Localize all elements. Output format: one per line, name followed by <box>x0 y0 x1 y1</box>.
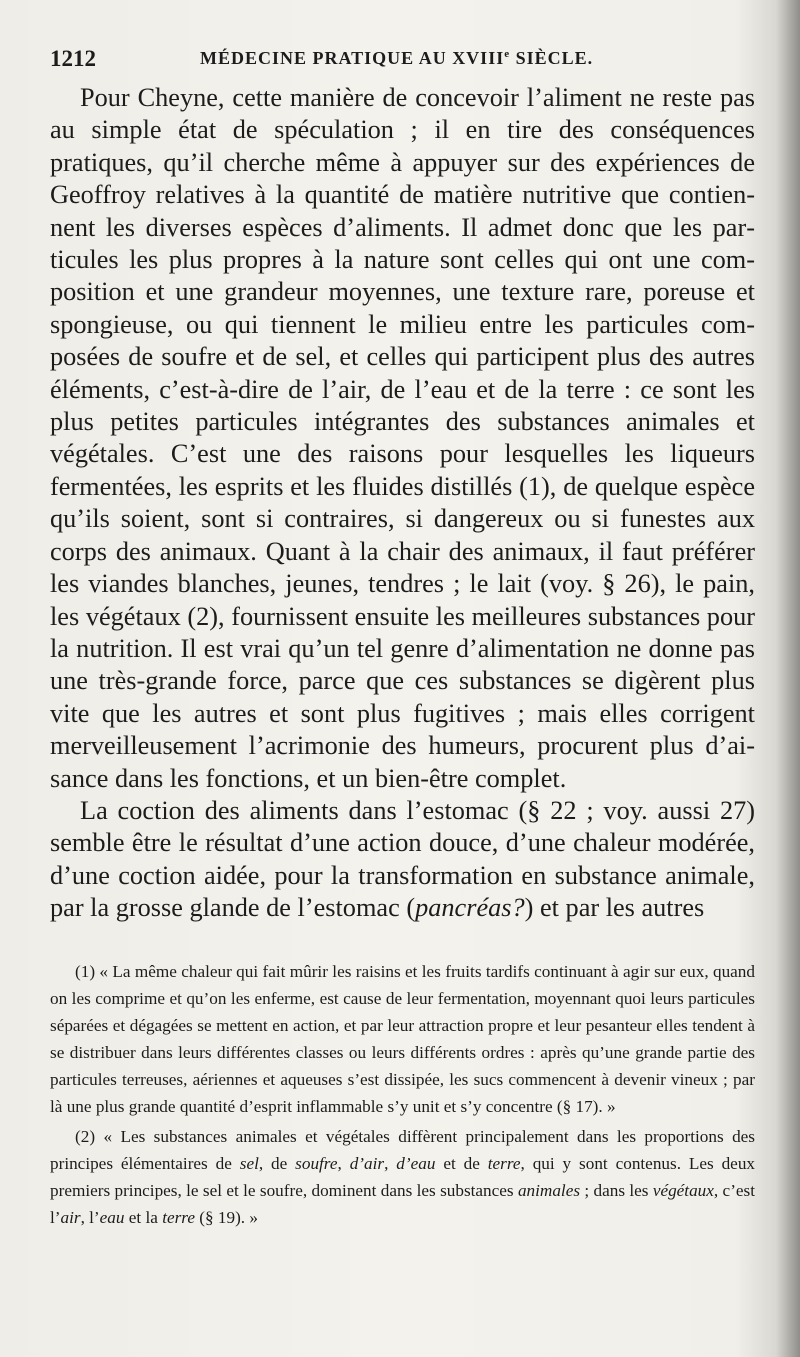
paragraph-1: Pour Cheyne, cette manière de concevoir l’aliment ne reste pas au simple état de spéculation ; il en tire des conséquences pratiques, qu’il cherche même à appuyer sur des expériences de Geoffroy relatives à la quantité de matière nutritive que contiennent les diverses espèces d’aliments. Il admet donc que les particules les plus propres à la nature sont celles qui ont une composition et une grandeur moyennes, une texture rare, poreuse et spongieuse, ou qui tiennent le milieu entre les particules composées de soufre et de sel, et celles qui participent plus des autres éléments, c’est-à-dire de l’air, de l’eau et de la terre : ce sont les plus petites particules intégrantes des substances animales et végétales. C’est une des raisons pour lesquelles les liqueurs fermentées, les esprits et les fluides distillés (1), de quelque espèce qu’ils soient, sont si contraires, si dangereux ou si funestes aux corps des animaux. Quant à la chair des animaux, il faut préférer les viandes blanches, jeunes, tendres ; le lait (voy. § 26), le pain, les végétaux (2), fournissent ensuite les meilleures substances pour la nutrition. Il est vrai qu’un tel genre d’alimentation ne donne pas une très-grande force, parce que ces substances se digèrent plus vite que les autres et sont plus fugitives ; mais elles corrigent merveilleusement l’acrimonie des humeurs, procurent plus d’aisance dans les fonctions, et un bien-être complet. <box>50 83 755 793</box>
fn2-italic: d’air <box>349 1153 385 1173</box>
paragraph-2 <box>50 795 755 925</box>
fn2-italic: d’eau <box>396 1153 436 1173</box>
running-head-prefix: MÉDECINE PRATIQUE AU XVIII <box>200 48 505 68</box>
paragraph-2-text-a: La coction des aliments dans l’estomac (§ 22 ; voy. aussi 27) semble être le résultat d’une action douce, d’une chaleur modérée, d’une coction aidée, pour la transformation en substance animale, par la grosse glande de l’estomac ( <box>50 795 755 923</box>
running-head <box>200 48 593 69</box>
fn2-text: ; dans les <box>580 1180 653 1200</box>
running-head-suffix: SIÈCLE. <box>510 48 594 68</box>
fn2-italic: eau <box>99 1207 125 1227</box>
fn2-text: et de <box>435 1153 488 1173</box>
page-number: 1212 <box>50 46 96 71</box>
paragraph-2-italic: pancréas? <box>415 893 525 923</box>
fn2-italic: soufre <box>295 1153 338 1173</box>
footnotes <box>50 958 755 1231</box>
footnote-2 <box>50 1123 755 1231</box>
running-head-superscript: e <box>504 48 511 60</box>
fn2-italic: terre <box>162 1207 195 1227</box>
fn2-italic: végétaux <box>652 1180 714 1200</box>
fn2-text: , qui y sont contenus. Les deux premiers principes, le sel et le soufre, dominent dans les substances <box>50 1153 756 1200</box>
fn2-text: , <box>384 1153 397 1173</box>
fn2-text: et la <box>124 1207 163 1227</box>
paragraph-2-text-b: ) et par les autres <box>524 893 705 923</box>
fn2-text: , de <box>258 1153 296 1173</box>
body-text <box>50 82 755 925</box>
page-header <box>50 46 760 74</box>
fn2-italic: terre <box>487 1153 521 1173</box>
fn2-italic: animales <box>517 1180 581 1200</box>
footnote-1: (1) « La même chaleur qui fait mûrir les raisins et les fruits tardifs continuant à agir sur eux, quand on les comprime et qu’on les enferme, est cause de leur fermentation, moyennant quoi leurs particules séparées et dégagées se mettent en action, et par leur attraction propre et leur pesanteur elles tendent à se distribuer dans leurs différentes classes ou leurs différents ordres : après qu’une grande partie des particules terreuses, aériennes et aqueuses s’est dissipée, les sucs commencent à devenir vineux ; par là une plus grande quantité d’esprit inflammable s’y unit et s’y concentre (§ 17). » <box>50 962 755 1117</box>
fn2-text: , <box>337 1153 350 1173</box>
fn2-italic: air <box>60 1207 81 1227</box>
fn2-italic: sel <box>239 1153 259 1173</box>
fn2-text: (§ 19). » <box>194 1207 258 1227</box>
fn2-text: , l’ <box>80 1207 100 1227</box>
fn2-text: , c’est l’ <box>50 1180 756 1227</box>
fn2-text: (2) « Les substances animales et végétales diffèrent principalement dans les proportions des principes élémentaires de <box>50 1126 755 1173</box>
